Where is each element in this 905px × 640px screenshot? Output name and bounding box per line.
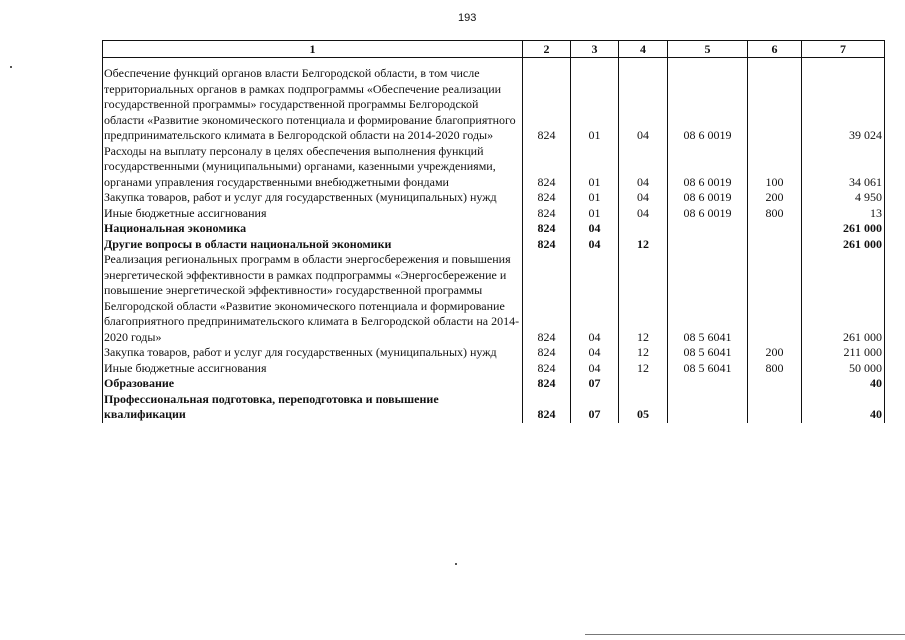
row-description: Обеспечение функций органов власти Белгородской области, в том числе территориальных органов в рамках подпрограммы «Обеспечение реализации государственной программы» государственной программы Белгородской области «Развитие экономического потенциала и формирование благоприятного предпринимательского климата в Белгородской области на 2014-2020 годы» xyxy=(103,66,523,144)
table-row xyxy=(103,66,885,144)
row-col7: 261 000 xyxy=(802,221,885,237)
row-col2: 824 xyxy=(523,190,571,206)
row-col7: 40 xyxy=(802,392,885,423)
row-col4 xyxy=(619,376,668,392)
row-col5 xyxy=(668,221,748,237)
row-col6: 200 xyxy=(748,190,802,206)
row-col7: 40 xyxy=(802,376,885,392)
table-row-section xyxy=(103,392,885,423)
row-col4: 04 xyxy=(619,144,668,191)
row-col3: 04 xyxy=(571,221,619,237)
table-row-section xyxy=(103,221,885,237)
row-col7: 13 xyxy=(802,206,885,222)
row-col7: 39 024 xyxy=(802,66,885,144)
row-col4: 05 xyxy=(619,392,668,423)
row-col5: 08 6 0019 xyxy=(668,190,748,206)
row-col5 xyxy=(668,237,748,253)
row-col7: 211 000 xyxy=(802,345,885,361)
row-col5: 08 6 0019 xyxy=(668,66,748,144)
table-header-row xyxy=(103,41,885,58)
row-col2: 824 xyxy=(523,392,571,423)
column-header-2: 2 xyxy=(523,41,571,58)
row-col6 xyxy=(748,221,802,237)
row-description: Закупка товаров, работ и услуг для государственных (муниципальных) нужд xyxy=(103,345,523,361)
row-col2: 824 xyxy=(523,361,571,377)
row-col4: 12 xyxy=(619,345,668,361)
row-col4: 04 xyxy=(619,190,668,206)
row-description: Расходы на выплату персоналу в целях обеспечения выполнения функций государственными (муниципальными) органами, казенными учреждениями, органами управления государственными внебюджетными фондами xyxy=(103,144,523,191)
table-row xyxy=(103,252,885,345)
scan-speck xyxy=(455,563,457,565)
row-col3: 04 xyxy=(571,252,619,345)
row-col2: 824 xyxy=(523,252,571,345)
row-col7: 50 000 xyxy=(802,361,885,377)
row-col5: 08 5 6041 xyxy=(668,361,748,377)
row-col3: 01 xyxy=(571,206,619,222)
table-row xyxy=(103,345,885,361)
row-col5: 08 5 6041 xyxy=(668,252,748,345)
table-row xyxy=(103,144,885,191)
scan-speck xyxy=(10,66,12,68)
column-header-1: 1 xyxy=(103,41,523,58)
row-col2: 824 xyxy=(523,206,571,222)
row-col6 xyxy=(748,66,802,144)
column-header-5: 5 xyxy=(668,41,748,58)
row-col2: 824 xyxy=(523,376,571,392)
scan-edge-line xyxy=(585,634,905,635)
row-col5: 08 6 0019 xyxy=(668,144,748,191)
row-col4: 04 xyxy=(619,206,668,222)
row-col5: 08 6 0019 xyxy=(668,206,748,222)
table-row-section xyxy=(103,237,885,253)
row-col7: 261 000 xyxy=(802,237,885,253)
row-col6: 200 xyxy=(748,345,802,361)
row-col3: 01 xyxy=(571,190,619,206)
row-description: Иные бюджетные ассигнования xyxy=(103,206,523,222)
row-description: Реализация региональных программ в области энергосбережения и повышения энергетической эффективности в рамках подпрограммы «Энергосбережение и повышение энергетической эффективности» государственной программы Белгородской области «Развитие экономического потенциала и формирование благоприятного предпринимательского климата в Белгородской области на 2014-2020 годы» xyxy=(103,252,523,345)
row-col6: 800 xyxy=(748,206,802,222)
row-description: Иные бюджетные ассигнования xyxy=(103,361,523,377)
row-col7: 4 950 xyxy=(802,190,885,206)
row-col3: 04 xyxy=(571,361,619,377)
row-col3: 04 xyxy=(571,345,619,361)
row-description: Другие вопросы в области национальной экономики xyxy=(103,237,523,253)
row-col6 xyxy=(748,252,802,345)
budget-table xyxy=(102,40,885,423)
row-col4: 12 xyxy=(619,361,668,377)
table-row xyxy=(103,206,885,222)
row-col6: 800 xyxy=(748,361,802,377)
row-col3: 01 xyxy=(571,66,619,144)
table-row xyxy=(103,190,885,206)
page-number: 193 xyxy=(458,12,477,24)
row-col2: 824 xyxy=(523,345,571,361)
row-col2: 824 xyxy=(523,221,571,237)
column-header-4: 4 xyxy=(619,41,668,58)
row-col6: 100 xyxy=(748,144,802,191)
row-description: Профессиональная подготовка, переподготовка и повышение квалификации xyxy=(103,392,523,423)
row-description: Закупка товаров, работ и услуг для государственных (муниципальных) нужд xyxy=(103,190,523,206)
column-header-7: 7 xyxy=(802,41,885,58)
table-spacer-row xyxy=(103,58,885,67)
row-description: Образование xyxy=(103,376,523,392)
row-col7: 261 000 xyxy=(802,252,885,345)
row-description: Национальная экономика xyxy=(103,221,523,237)
column-header-3: 3 xyxy=(571,41,619,58)
row-col3: 01 xyxy=(571,144,619,191)
row-col6 xyxy=(748,376,802,392)
row-col4 xyxy=(619,221,668,237)
row-col7: 34 061 xyxy=(802,144,885,191)
row-col2: 824 xyxy=(523,237,571,253)
row-col3: 07 xyxy=(571,376,619,392)
table-row-section xyxy=(103,376,885,392)
row-col5 xyxy=(668,376,748,392)
row-col4: 12 xyxy=(619,237,668,253)
row-col2: 824 xyxy=(523,144,571,191)
row-col3: 07 xyxy=(571,392,619,423)
row-col4: 04 xyxy=(619,66,668,144)
column-header-6: 6 xyxy=(748,41,802,58)
row-col3: 04 xyxy=(571,237,619,253)
table-row xyxy=(103,361,885,377)
row-col5: 08 5 6041 xyxy=(668,345,748,361)
row-col6 xyxy=(748,392,802,423)
row-col4: 12 xyxy=(619,252,668,345)
row-col6 xyxy=(748,237,802,253)
row-col5 xyxy=(668,392,748,423)
row-col2: 824 xyxy=(523,66,571,144)
